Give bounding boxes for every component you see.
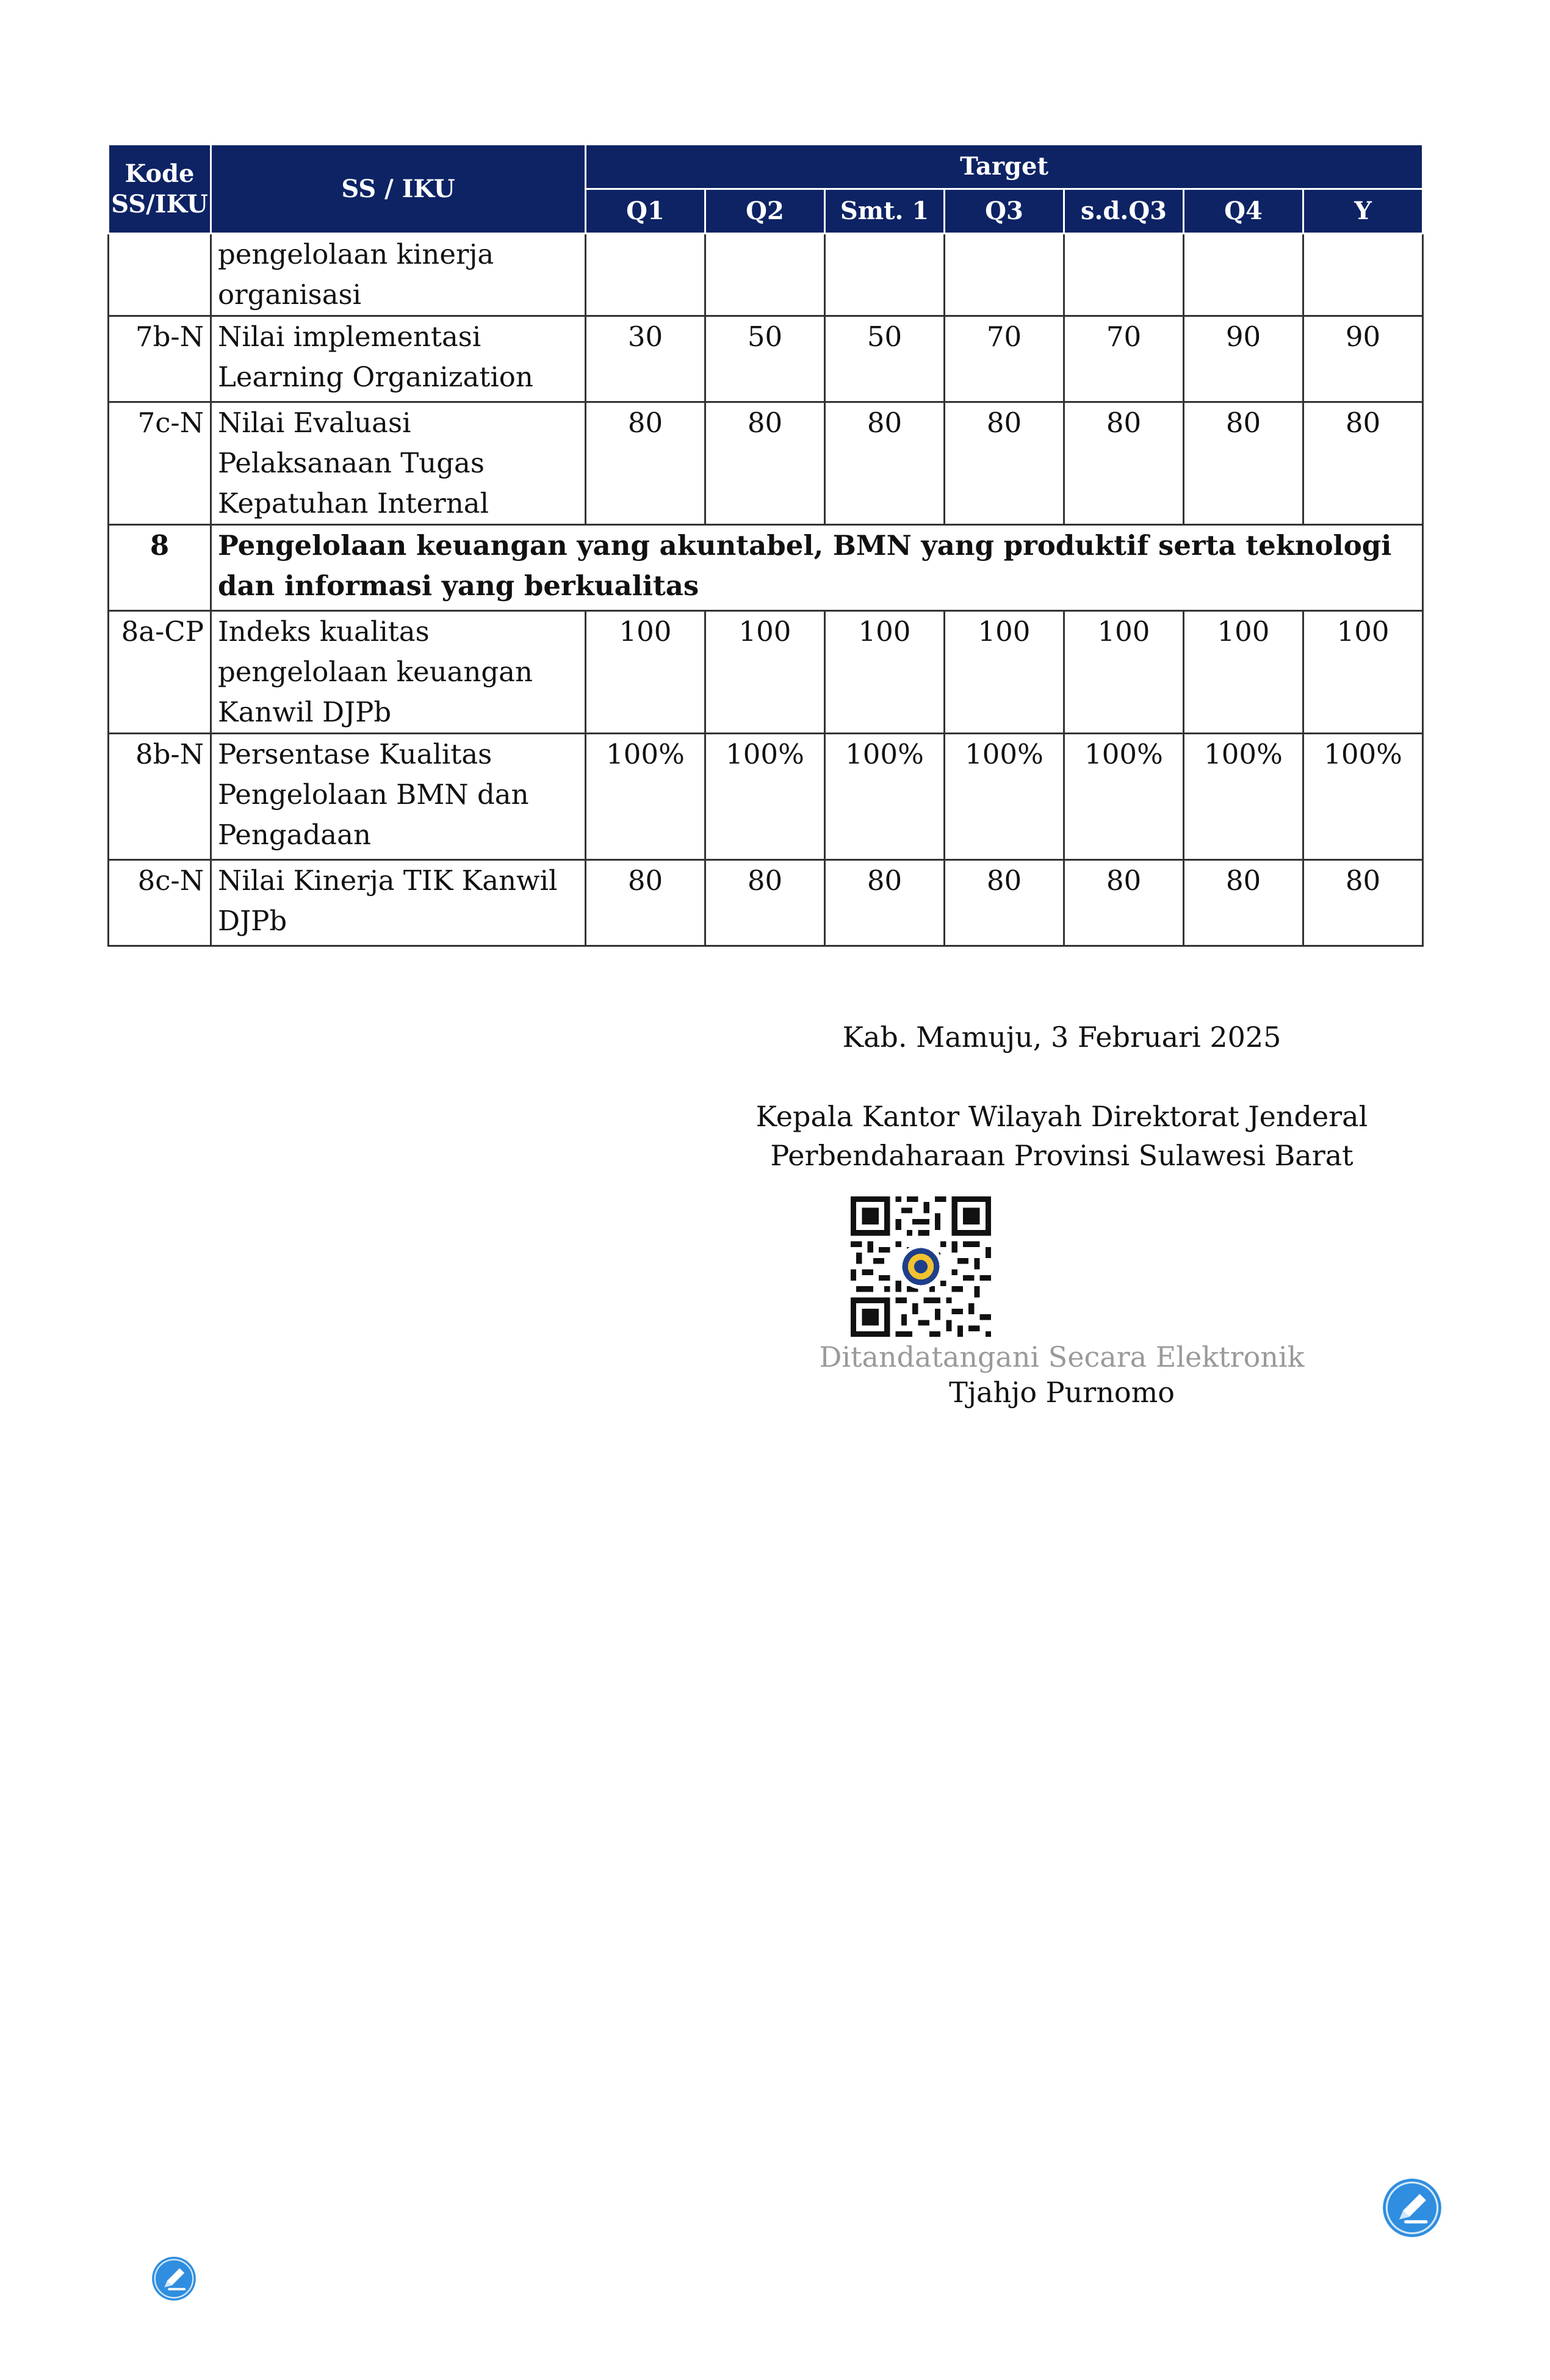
row-value: 100% [825, 734, 945, 860]
signature-title-line1: Kepala Kantor Wilayah Direktorat Jenderal [755, 1100, 1368, 1133]
row-kode: 7c-N [109, 402, 211, 525]
row-value: 100 [1184, 611, 1303, 734]
row-value: 100% [1184, 734, 1303, 860]
header-sdq3: s.d.Q3 [1064, 189, 1184, 234]
row-value: 100 [1064, 611, 1184, 734]
row-value: 80 [1064, 402, 1184, 525]
table-row [109, 734, 1423, 860]
row-value [825, 234, 945, 316]
row-value: 80 [825, 860, 945, 946]
row-label: pengelolaan kinerja organisasi [211, 234, 586, 316]
row-value: 100% [1064, 734, 1184, 860]
row-kode: 8b-N [109, 734, 211, 860]
row-value: 80 [586, 402, 705, 525]
table-row [109, 611, 1423, 734]
row-value: 100% [1303, 734, 1423, 860]
row-value [705, 234, 825, 316]
row-value: 100 [825, 611, 945, 734]
row-value: 80 [1303, 402, 1423, 525]
row-value: 80 [1064, 860, 1184, 946]
row-value: 80 [825, 402, 945, 525]
signature-place-date: Kab. Mamuju, 3 Februari 2025 [842, 1021, 1281, 1054]
row-value [1064, 234, 1184, 316]
row-value: 100% [705, 734, 825, 860]
row-value: 80 [1303, 860, 1423, 946]
row-value: 70 [945, 316, 1064, 402]
row-value [1184, 234, 1303, 316]
header-smt1: Smt. 1 [825, 189, 945, 234]
row-kode: 8c-N [109, 860, 211, 946]
table-row [109, 402, 1423, 525]
header-q1: Q1 [586, 189, 705, 234]
group-title: Pengelolaan keuangan yang akuntabel, BMN yang produktif serta teknologi dan informasi yang berkualitas [211, 525, 1423, 611]
row-value: 80 [705, 860, 825, 946]
group-kode: 8 [109, 525, 211, 611]
row-value: 100 [586, 611, 705, 734]
row-value: 100% [586, 734, 705, 860]
row-label: Nilai Evaluasi Pelaksanaan Tugas Kepatuhan Internal [211, 402, 586, 525]
row-value: 30 [586, 316, 705, 402]
row-value: 90 [1303, 316, 1423, 402]
row-value: 70 [1064, 316, 1184, 402]
row-label: Persentase Kualitas Pengelolaan BMN dan Pengadaan [211, 734, 586, 860]
signature-title-line2: Perbendaharaan Provinsi Sulawesi Barat [770, 1139, 1354, 1172]
row-value [945, 234, 1064, 316]
row-kode: 7b-N [109, 316, 211, 402]
row-value: 100% [945, 734, 1064, 860]
header-q2: Q2 [705, 189, 825, 234]
row-label: Nilai implementasi Learning Organization [211, 316, 586, 402]
row-value: 50 [705, 316, 825, 402]
qr-code-icon [851, 1196, 991, 1337]
row-kode [109, 234, 211, 316]
row-value: 80 [705, 402, 825, 525]
edit-pen-badge-icon[interactable] [1380, 2176, 1444, 2240]
edit-pen-badge-icon[interactable] [150, 2255, 198, 2302]
table-row [109, 316, 1423, 402]
row-value: 50 [825, 316, 945, 402]
row-value: 100 [945, 611, 1064, 734]
header-q4: Q4 [1184, 189, 1303, 234]
row-value: 80 [945, 402, 1064, 525]
row-label: Indeks kualitas pengelolaan keuangan Kanwil DJPb [211, 611, 586, 734]
row-value [1303, 234, 1423, 316]
row-label: Nilai Kinerja TIK Kanwil DJPb [211, 860, 586, 946]
header-y: Y [1303, 189, 1423, 234]
group-row [109, 525, 1423, 611]
table-row [109, 860, 1423, 946]
row-value: 90 [1184, 316, 1303, 402]
header-ss-iku: SS / IKU [211, 145, 586, 234]
row-value: 80 [1184, 860, 1303, 946]
iku-target-table [107, 143, 1424, 947]
signer-name: Tjahjo Purnomo [949, 1376, 1175, 1409]
row-value: 80 [586, 860, 705, 946]
header-q3: Q3 [945, 189, 1064, 234]
row-value: 100 [705, 611, 825, 734]
row-value: 100 [1303, 611, 1423, 734]
e-sign-note: Ditandatangani Secara Elektronik [819, 1340, 1305, 1373]
header-kode: Kode SS/IKU [109, 145, 211, 234]
row-value: 80 [945, 860, 1064, 946]
row-value [586, 234, 705, 316]
header-target: Target [586, 145, 1423, 189]
table-row [109, 234, 1423, 316]
row-value: 80 [1184, 402, 1303, 525]
row-kode: 8a-CP [109, 611, 211, 734]
